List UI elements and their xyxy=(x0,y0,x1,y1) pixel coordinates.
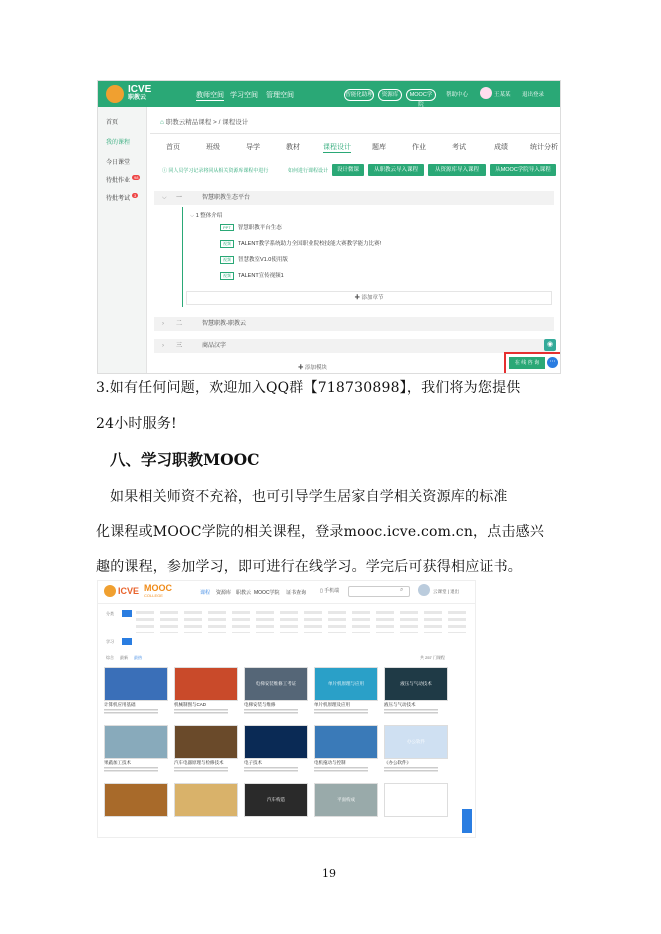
course-design-screenshot xyxy=(97,80,561,374)
course-thumbnail[interactable] xyxy=(244,667,308,701)
paragraph-line: 24小时服务! xyxy=(96,416,177,432)
course-meta xyxy=(384,709,438,715)
nav-certificate[interactable]: 证书查询 xyxy=(286,590,307,596)
course-card[interactable] xyxy=(384,783,446,837)
course-thumbnail[interactable] xyxy=(244,783,308,817)
side-float-button[interactable] xyxy=(462,809,472,833)
section-title: 商品汉字 xyxy=(202,343,227,349)
user-name[interactable]: 王某某 xyxy=(494,92,511,98)
course-title[interactable]: 单片机原理及应用 xyxy=(314,702,350,707)
sidebar-exam-label: 待批考试 xyxy=(106,196,131,202)
chevron-down-icon[interactable]: ⌵ xyxy=(162,195,167,201)
section-row[interactable] xyxy=(154,339,554,353)
mooc-header xyxy=(98,581,475,604)
tab-home[interactable]: 首页 xyxy=(166,144,180,151)
section-number: 三 xyxy=(176,343,183,349)
icve-logo-icon xyxy=(104,585,116,597)
subsection-title: 1 整体介绍 xyxy=(195,213,223,219)
chevron-right-icon[interactable]: › xyxy=(162,343,164,349)
phone-icon: ▯ xyxy=(320,588,323,594)
course-card[interactable] xyxy=(174,667,236,721)
course-thumbnail-caption: 汽车构造 xyxy=(267,797,285,802)
course-meta xyxy=(174,709,228,715)
course-title[interactable]: 液压与气动技术 xyxy=(384,702,416,707)
course-card[interactable] xyxy=(384,725,446,779)
course-thumbnail-caption: 单片机原理与应用 xyxy=(328,681,364,686)
search-icon[interactable]: ⌕ xyxy=(400,587,404,593)
item-title: TALENT教学系统助力全国职业院校技能大赛教学能力比赛! xyxy=(238,241,382,247)
tab-textbook[interactable]: 教材 xyxy=(286,144,300,151)
filter-all-chip[interactable] xyxy=(122,610,132,617)
course-card[interactable] xyxy=(174,725,236,779)
add-chapter-button[interactable]: ✚ 添加章节 xyxy=(186,291,552,305)
item-title: 智慧教室V1.0使用版 xyxy=(238,257,288,263)
course-card[interactable] xyxy=(314,725,376,779)
course-card[interactable] xyxy=(104,783,166,837)
home-icon: ⌂ xyxy=(160,119,164,126)
course-meta xyxy=(104,709,158,715)
avatar[interactable] xyxy=(480,87,492,99)
course-thumbnail[interactable] xyxy=(244,725,308,759)
sort-option[interactable]: 最热 xyxy=(134,655,142,660)
course-thumbnail[interactable] xyxy=(174,725,238,759)
course-meta xyxy=(244,709,298,715)
import-mooc-button[interactable]: 从MOOC学院导入课程 xyxy=(490,164,556,176)
avatar[interactable] xyxy=(418,584,430,596)
course-card[interactable] xyxy=(384,667,446,721)
exam-count-badge: 3 xyxy=(134,193,137,198)
list-item[interactable] xyxy=(220,239,381,248)
course-meta xyxy=(314,767,368,773)
icve-logo-icon xyxy=(106,85,124,103)
brand-sub: 职教云 xyxy=(128,95,147,101)
import-zjy-button[interactable]: 从职教云导入课程 xyxy=(368,164,424,176)
pill-resource[interactable]: 资源库 xyxy=(378,89,402,101)
list-item[interactable] xyxy=(220,223,282,231)
homework-count-badge: 98 xyxy=(134,175,139,180)
sidebar-item-home[interactable]: 首页 xyxy=(106,120,119,126)
logout-link[interactable]: 退出登录 xyxy=(522,92,545,98)
brand: ICVE xyxy=(118,586,140,596)
item-type-badge: 视频 xyxy=(220,240,234,248)
item-type-badge: 视频 xyxy=(220,272,234,280)
tab-exam[interactable]: 考试 xyxy=(452,144,466,151)
course-thumbnail[interactable] xyxy=(174,783,238,817)
sidebar xyxy=(98,107,147,373)
course-meta xyxy=(244,767,298,773)
nav-courses[interactable]: 课程 xyxy=(200,590,211,596)
sidebar-item-my-courses[interactable]: 我的课程 xyxy=(106,140,131,146)
course-thumbnail[interactable] xyxy=(104,725,168,759)
course-thumbnail[interactable] xyxy=(314,783,378,817)
course-title[interactable]: 电子技术 xyxy=(244,760,262,765)
paragraph-line: 3.如有任何问题，欢迎加入QQ群【718730898】，我们将为您提供 xyxy=(96,380,521,396)
course-thumbnail[interactable] xyxy=(314,667,378,701)
nav-learning-space[interactable]: 学习空间 xyxy=(230,92,258,99)
breadcrumb-text: 职教云精品课程 > / 课程设计 xyxy=(165,119,249,126)
course-card[interactable] xyxy=(314,783,376,837)
brand-mooc: MOOC xyxy=(144,583,172,593)
import-resource-button[interactable]: 从资源库导入课程 xyxy=(428,164,486,176)
course-title[interactable]: 机械制图与CAD xyxy=(174,702,207,707)
course-title[interactable]: 汽车电器原理与检修技术 xyxy=(174,760,224,765)
course-card[interactable] xyxy=(104,667,166,721)
paragraph-line: 趣的课程，参加学习，即可进行在线学习。学完后可获得相应证书。 xyxy=(96,559,522,575)
course-thumbnail-caption: 液压与气动技术 xyxy=(400,681,432,686)
tab-course-design[interactable]: 课程设计 xyxy=(323,144,351,151)
course-thumbnail[interactable] xyxy=(384,725,448,759)
sort-option[interactable]: 最新 xyxy=(120,655,128,660)
item-title: 智慧职教平台生态 xyxy=(237,225,282,231)
brand-name: ICVE xyxy=(128,84,152,95)
sort-option[interactable]: 综合 xyxy=(106,655,114,660)
list-item[interactable] xyxy=(220,271,284,280)
course-thumbnail[interactable] xyxy=(104,667,168,701)
chevron-down-icon: ⌵ xyxy=(190,213,195,219)
course-title[interactable]: 果蔬加工技术 xyxy=(104,760,131,765)
notice-link[interactable]: 如何进行课程设计 xyxy=(288,168,329,174)
online-help-highlight xyxy=(504,352,561,374)
tab-guide[interactable]: 导学 xyxy=(246,144,260,151)
course-thumbnail-caption: 平面构成 xyxy=(337,797,355,802)
user-links[interactable]: 云课堂 | 退出 xyxy=(433,589,460,594)
mobile-label: 手机端 xyxy=(324,588,340,594)
more-icon[interactable]: ⋯ xyxy=(547,357,558,368)
paragraph-line: 如果相关师资不充裕，也可引导学生居家自学相关资源库的标准 xyxy=(110,489,508,505)
tab-grades[interactable]: 成绩 xyxy=(494,144,508,151)
brand-mooc-sub: COLLEGE xyxy=(144,593,163,598)
page-number: 19 xyxy=(322,867,336,880)
section-heading: 八、学习职教MOOC xyxy=(110,450,260,469)
section-title: 智慧职教生态平台 xyxy=(202,195,251,201)
help-link[interactable]: 帮助中心 xyxy=(446,92,469,98)
course-grid xyxy=(104,667,464,835)
info-notice xyxy=(162,167,268,174)
course-thumbnail[interactable] xyxy=(384,667,448,701)
mobile-link[interactable] xyxy=(320,587,339,594)
course-thumbnail[interactable] xyxy=(314,725,378,759)
section-row[interactable] xyxy=(154,317,554,331)
item-title: TALENT宣传视频1 xyxy=(238,273,284,279)
section-row[interactable] xyxy=(154,191,554,205)
pill-assistant[interactable]: 智能化助理 xyxy=(344,89,374,101)
sidebar-item-today-class[interactable]: 今日课堂 xyxy=(106,160,131,166)
online-help-button[interactable]: 在 线 咨 询 xyxy=(509,357,545,369)
paragraph-line: 化课程或MOOC学院的相关课程，登录mooc.icve.com.cn，点击感兴 xyxy=(96,524,545,540)
subsection-row[interactable] xyxy=(190,211,222,220)
tab-statistics[interactable]: 统计分析 xyxy=(530,144,558,151)
course-meta xyxy=(384,767,438,773)
chevron-right-icon[interactable]: › xyxy=(162,321,164,327)
sidebar-homework-label: 待批作业 xyxy=(106,178,131,184)
filter-category-list[interactable] xyxy=(136,611,466,633)
item-type-badge: 视频 xyxy=(220,256,234,264)
breadcrumb xyxy=(160,117,248,126)
design-microcourse-button[interactable]: 设计微课 xyxy=(332,164,364,176)
item-type-badge: PPT xyxy=(220,224,234,231)
filter-label: 分类 xyxy=(106,611,114,616)
sidebar-item-exam[interactable] xyxy=(106,193,138,202)
sidebar-item-homework[interactable] xyxy=(106,175,140,184)
course-thumbnail[interactable] xyxy=(384,783,448,817)
course-thumbnail-caption: 电梯安装维修工考证 xyxy=(255,681,297,686)
section-title: 智慧职教-职教云 xyxy=(202,321,246,327)
tab-homework[interactable]: 作业 xyxy=(412,144,426,151)
course-meta xyxy=(174,767,228,773)
section-number: 一 xyxy=(176,195,183,201)
course-meta xyxy=(314,709,368,715)
course-card[interactable] xyxy=(244,783,306,837)
filter-label: 学习 xyxy=(106,639,114,644)
add-module-button[interactable]: ✚ 添加模块 xyxy=(298,365,328,371)
nav-resource[interactable]: 资源库 xyxy=(216,590,232,596)
pill-mooc[interactable]: MOOC学院 xyxy=(406,89,436,101)
course-thumbnail[interactable] xyxy=(174,667,238,701)
course-meta xyxy=(104,767,158,773)
tab-class[interactable]: 班级 xyxy=(206,144,220,151)
course-card[interactable] xyxy=(244,667,306,721)
nav-teacher-space[interactable]: 教师空间 xyxy=(196,92,224,99)
divider xyxy=(150,133,560,134)
course-title[interactable]: 电梯安装与维修 xyxy=(244,702,276,707)
mooc-screenshot xyxy=(97,580,476,838)
list-item[interactable] xyxy=(220,255,288,264)
filter-study-chip[interactable] xyxy=(122,638,132,645)
nav-admin-space[interactable]: 管理空间 xyxy=(266,92,294,99)
course-card[interactable] xyxy=(104,725,166,779)
course-title[interactable]: 电机拖动与控制 xyxy=(314,760,346,765)
course-count: 共 257 门课程 xyxy=(420,655,445,660)
course-thumbnail-caption: 办公软件 xyxy=(407,739,425,744)
course-title[interactable]: 《办公软件》 xyxy=(384,760,411,765)
nav-mooc[interactable]: MOOC学院 xyxy=(254,590,280,596)
course-card[interactable] xyxy=(314,667,376,721)
chrome-icon[interactable]: ◉ xyxy=(544,339,556,351)
brand xyxy=(128,85,151,103)
course-title[interactable]: 计算机应用基础 xyxy=(104,702,136,707)
notice-text: 同人员学习记录将同从相关资源库课程中进行 xyxy=(168,168,269,174)
nav-zjy[interactable]: 职教云 xyxy=(236,590,252,596)
course-card[interactable] xyxy=(244,725,306,779)
course-card[interactable] xyxy=(174,783,236,837)
section-number: 二 xyxy=(176,321,183,327)
top-bar xyxy=(98,81,560,107)
tab-question-bank[interactable]: 题库 xyxy=(372,144,386,151)
info-icon: ⓘ xyxy=(162,168,168,174)
course-thumbnail[interactable] xyxy=(104,783,168,817)
